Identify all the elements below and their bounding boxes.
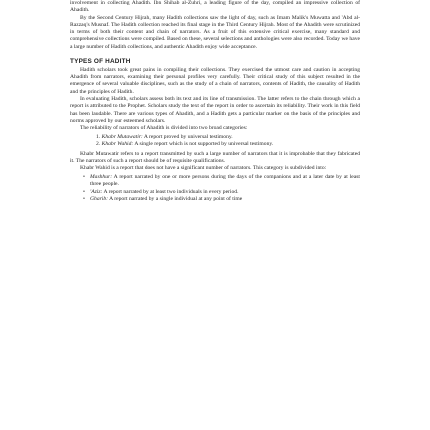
text-column xyxy=(70,0,360,204)
list-text: A single report which is not supported by universal testimony. xyxy=(133,141,274,148)
list-item xyxy=(96,134,360,141)
list-term: 'Aziz: xyxy=(90,188,103,195)
list-item xyxy=(90,174,360,189)
list-text: A report narrated by a single individual at any point of time xyxy=(108,196,243,203)
list-item xyxy=(90,189,360,196)
list-text: A report narrated by at least two individuals in every period. xyxy=(102,188,239,195)
list-text: A report proved by universal testimony. xyxy=(142,133,233,140)
list-term: Khabr Wahid: xyxy=(101,141,134,148)
list-term: Khabr Mutawatir: xyxy=(101,133,143,140)
list-number: 2. xyxy=(96,141,101,148)
list-item xyxy=(90,196,360,203)
list-text: A report narrated by one or more persons during the days of the companions and at a later date by at least three people. xyxy=(90,173,360,187)
section-heading: TYPES OF HADITH xyxy=(70,58,131,66)
collections-paragraph: By the Second Century Hijrah, many Hadith collections saw the light of day, such as Imam Malik's Muwatta and 'Abd al-Razzaq's Musnaf. The Hadith collection reached its final stage in the Third Century Hijrah. Most of the Ahadith were scrutinized in terms of both their content and chain of narrators. As a fruit of this extensive critical exercise, many standard and comprehensive collections were compiled. Based on these, several selections and anthologies were also recorded. Today we have a large number of Hadith collections, and authentic Ahadith enjoy wide acceptance. xyxy=(70,14,360,50)
list-item xyxy=(96,141,360,148)
categories-list xyxy=(70,134,360,149)
evaluation-paragraph: In evaluating Hadith, scholars assess both its text and its line of transmission. The latter refers to the chain through which a report is attributed to the Prophet. Scholars study the text of the report in order to ascertain its reliability. Their work in this field has been laudable. There are various types of Ahadith, and a Hadith gets a particular marker on the basis of the principles and norms approved by our esteemed scholars. xyxy=(70,96,360,124)
list-term: Gharib: xyxy=(90,196,109,203)
categories-intro: The reliability of narrators of Ahadith is divided into two broad categories: xyxy=(80,125,248,132)
mutawatir-paragraph: Khabr Mutawatir refers to a report transmitted by such a large number of narrators that it is improbable that they fabricated it. The narrators of such a report should be of requisite qualifications. xyxy=(70,150,360,164)
intro-paragraph: involvement in collecting Ahadith. Ibn Shihab al-Zuhri, a leading figure of the day, compiled an impressive collection of Ahadith. xyxy=(70,0,360,14)
subcategory-list xyxy=(70,174,360,204)
list-term: Mashhur: xyxy=(90,173,113,180)
scholars-paragraph: Hadith scholars took great pains in compiling their collections. They exercised the utmost care and caution in accepting Ahadith from narrators, examining their personal profiles very carefully. Their critical study of this subject resulted in the emergence of several valuable disciplines, such as the study of a chain of narrators, contents of Hadith, the causality of Hadith and the principles of Hadith. xyxy=(70,66,360,95)
wahid-paragraph: Khabr Wahid is a report that does not have a significant number of narrators. This category is subdivided into: xyxy=(80,165,327,172)
list-number: 1. xyxy=(96,133,101,140)
